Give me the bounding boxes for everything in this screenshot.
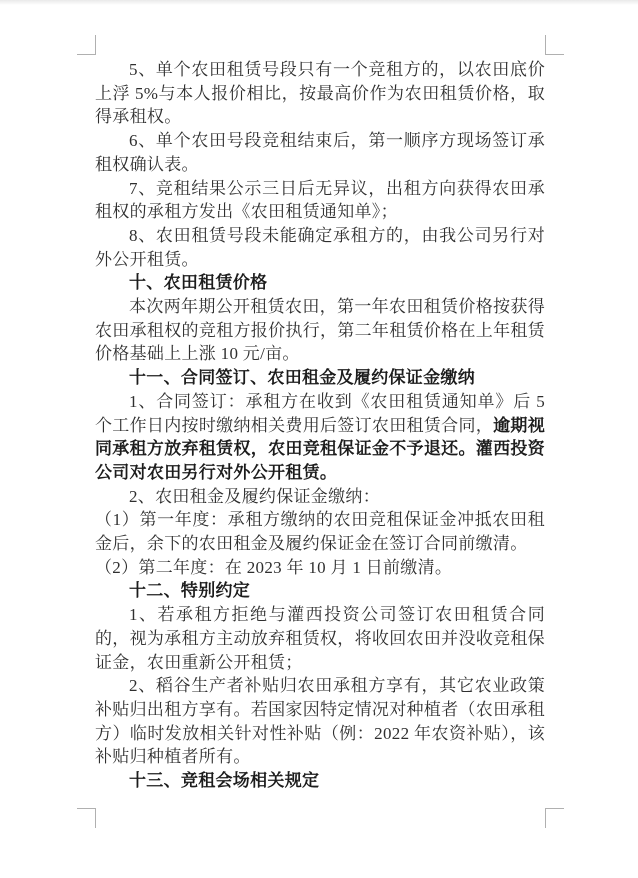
- paragraph: [95, 556, 545, 580]
- text-segment: 十、农田租赁价格: [129, 273, 268, 293]
- text-segment: 1、若承租方拒绝与灌西投资公司签订农田租赁合同的，视为承租方主动放弃租赁权，将收回农田并没收竞租保证金，农田重新公开租赁；: [95, 605, 545, 672]
- section-heading: [95, 366, 545, 390]
- text-segment: 十二、特别约定: [129, 581, 251, 601]
- paragraph: [95, 674, 545, 769]
- page-top-edge: [0, 0, 638, 5]
- document-text: [95, 58, 545, 793]
- text-segment: 6、单个农田号段竞租结束后，第一顺序方现场签订承租权确认表。: [95, 131, 545, 174]
- text-segment: 本次两年期公开租赁农田，第一年农田租赁价格按获得农田承租权的竞租方报价执行，第二年租赁价格在上年租赁价格基础上上涨 10 元/亩。: [95, 297, 545, 364]
- paragraph: [95, 177, 545, 224]
- paragraph: [95, 603, 545, 674]
- paragraph: [95, 485, 545, 509]
- text-segment: 2、农田租金及履约保证金缴纳：: [129, 486, 380, 506]
- text-segment: 2、稻谷生产者补贴归农田承租方享有，其它农业政策补贴归出租方享有。若国家因特定情况对种植者（农田承租方）临时发放相关针对性补贴（例：2022 年农资补贴），该补贴归种植者所有。: [95, 676, 545, 767]
- paragraph: [95, 224, 545, 271]
- section-heading: [95, 769, 545, 793]
- text-boundary-mark-bottom-right: [545, 808, 564, 828]
- text-segment: 逾期视同承租方放弃租赁权，农田竞租保证金不予退还。灌西投资公司对农田另行对外公开租赁。: [95, 415, 545, 482]
- section-heading: [95, 579, 545, 603]
- text-segment: （1）第一年度：承租方缴纳的农田竞租保证金冲抵农田租金后，余下的农田租金及履约保证金在签订合同前缴清。: [95, 510, 545, 554]
- paragraph: [95, 58, 545, 129]
- text-boundary-mark-bottom-left: [77, 808, 96, 828]
- paragraph: [95, 390, 545, 485]
- text-segment: 十三、竞租会场相关规定: [129, 771, 320, 791]
- section-heading: [95, 271, 545, 295]
- text-segment: 5、单个农田租赁号段只有一个竞租方的，以农田底价上浮 5%与本人报价相比，按最高价作为农田租赁价格，取得承租权。: [95, 60, 545, 127]
- text-segment: （2）第二年度：在 2023 年 10 月 1 日前缴清。: [95, 557, 453, 577]
- paragraph: [95, 129, 545, 176]
- paragraph: [95, 295, 545, 366]
- text-segment: 十一、合同签订、农田租金及履约保证金缴纳: [129, 368, 475, 388]
- text-segment: 8、农田租赁号段未能确定承租方的，由我公司另行对外公开租赁。: [95, 225, 545, 269]
- text-boundary-mark-top-left: [77, 35, 96, 55]
- text-segment: 7、竞租结果公示三日后无异议，出租方向获得农田承租权的承租方发出《农田租赁通知单》；: [95, 178, 545, 222]
- text-segment: 1、合同签订：承租方在收到《农田租赁通知单》后 5 个工作日内按时缴纳相关费用后签订农田租赁合同，: [95, 391, 545, 435]
- paragraph: [95, 508, 545, 555]
- text-boundary-mark-top-right: [545, 35, 564, 55]
